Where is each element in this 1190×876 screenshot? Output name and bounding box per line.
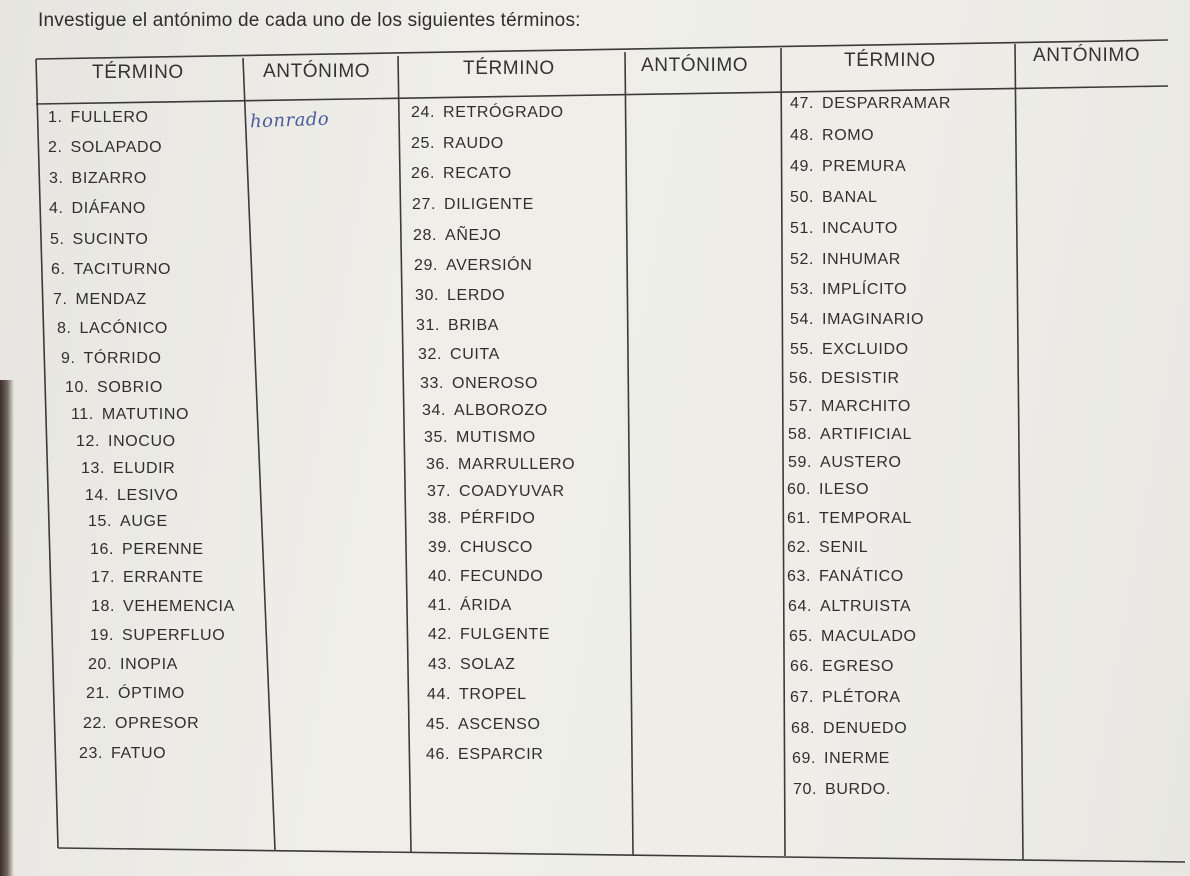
term-item: 42. FULGENTE (428, 626, 551, 643)
term-item: 37. COADYUVAR (427, 483, 565, 500)
term-item: 26. RECATO (411, 165, 512, 182)
term-item: 28. AÑEJO (413, 227, 502, 244)
term-item: 10. SOBRIO (65, 379, 163, 396)
term-item: 39. CHUSCO (428, 539, 533, 556)
term-item: 54. IMAGINARIO (790, 311, 925, 328)
term-item: 14. LESIVO (85, 487, 179, 504)
term-item: 70. BURDO. (793, 781, 891, 798)
term-item: 64. ALTRUISTA (788, 598, 912, 615)
term-item: 49. PREMURA (790, 158, 907, 175)
term-item: 66. EGRESO (790, 658, 895, 675)
term-item: 35. MUTISMO (424, 429, 536, 446)
term-item: 32. CUITA (418, 346, 500, 363)
term-item: 52. INHUMAR (790, 251, 901, 268)
term-item: 27. DILIGENTE (412, 196, 534, 213)
term-item: 6. TACITURNO (51, 261, 172, 278)
term-item: 53. IMPLÍCITO (790, 281, 908, 298)
term-item: 24. RETRÓGRADO (411, 104, 564, 121)
term-item: 11. MATUTINO (71, 406, 190, 423)
term-item: 17. ERRANTE (91, 569, 204, 586)
term-item: 3. BIZARRO (49, 170, 147, 187)
term-item: 19. SUPERFLUO (90, 627, 226, 644)
term-item: 25. RAUDO (411, 135, 504, 152)
term-item: 56. DESISTIR (789, 370, 900, 387)
term-item: 23. FATUO (79, 745, 167, 762)
term-item: 22. OPRESOR (83, 715, 200, 732)
term-item: 46. ESPARCIR (426, 746, 544, 763)
term-item: 31. BRIBA (416, 317, 500, 334)
term-item: 36. MARRULLERO (426, 456, 576, 473)
header-antonimo-2: ANTÓNIMO (641, 55, 749, 76)
term-item: 40. FECUNDO (428, 568, 544, 585)
term-item: 30. LERDO (415, 287, 506, 304)
term-item: 55. EXCLUIDO (790, 341, 909, 358)
header-termino-2: TÉRMINO (463, 58, 555, 79)
term-item: 45. ASCENSO (426, 716, 541, 733)
header-termino-3: TÉRMINO (844, 50, 936, 71)
term-item: 34. ALBOROZO (422, 402, 548, 419)
header-termino-1: TÉRMINO (92, 62, 184, 83)
term-item: 60. ILESO (787, 481, 870, 498)
term-item: 9. TÓRRIDO (61, 350, 162, 367)
term-item: 1. FULLERO (48, 109, 149, 126)
term-item: 67. PLÉTORA (790, 689, 901, 706)
term-item: 44. TROPEL (427, 686, 527, 703)
term-item: 51. INCAUTO (790, 220, 898, 237)
term-item: 68. DENUEDO (791, 720, 908, 737)
term-item: 62. SENIL (787, 539, 869, 556)
term-item: 20. INOPIA (88, 656, 178, 673)
term-item: 47. DESPARRAMAR (790, 95, 952, 112)
term-item: 50. BANAL (790, 189, 878, 206)
term-item: 43. SOLAZ (428, 656, 516, 673)
term-item: 48. ROMO (790, 127, 875, 144)
handwritten-answer: honrado (249, 108, 330, 133)
term-item: 5. SUCINTO (50, 231, 149, 248)
term-item: 65. MACULADO (789, 628, 917, 645)
term-item: 59. AUSTERO (788, 454, 902, 471)
term-item: 69. INERME (792, 750, 890, 767)
term-item: 2. SOLAPADO (48, 139, 163, 156)
term-item: 8. LACÓNICO (57, 320, 168, 337)
term-item: 41. ÁRIDA (428, 597, 512, 614)
term-item: 18. VEHEMENCIA (91, 598, 235, 615)
term-item: 63. FANÁTICO (787, 568, 904, 585)
instructions-text: Investigue el antónimo de cada uno de los siguientes términos: (38, 10, 581, 31)
term-item: 16. PERENNE (90, 541, 204, 558)
term-item: 33. ONEROSO (420, 375, 539, 392)
term-item: 12. INOCUO (76, 433, 176, 450)
term-item: 15. AUGE (88, 513, 168, 530)
term-item: 29. AVERSIÓN (414, 257, 533, 274)
term-item: 7. MENDAZ (53, 291, 147, 308)
header-antonimo-1: ANTÓNIMO (263, 61, 371, 82)
term-item: 13. ELUDIR (81, 460, 176, 477)
term-item: 58. ARTIFICIAL (788, 426, 912, 443)
header-antonimo-3: ANTÓNIMO (1033, 45, 1141, 66)
term-item: 57. MARCHITO (789, 398, 911, 415)
term-item: 21. ÓPTIMO (86, 685, 185, 702)
term-item: 38. PÉRFIDO (428, 510, 536, 527)
term-item: 61. TEMPORAL (787, 510, 912, 527)
term-item: 4. DIÁFANO (49, 200, 146, 217)
